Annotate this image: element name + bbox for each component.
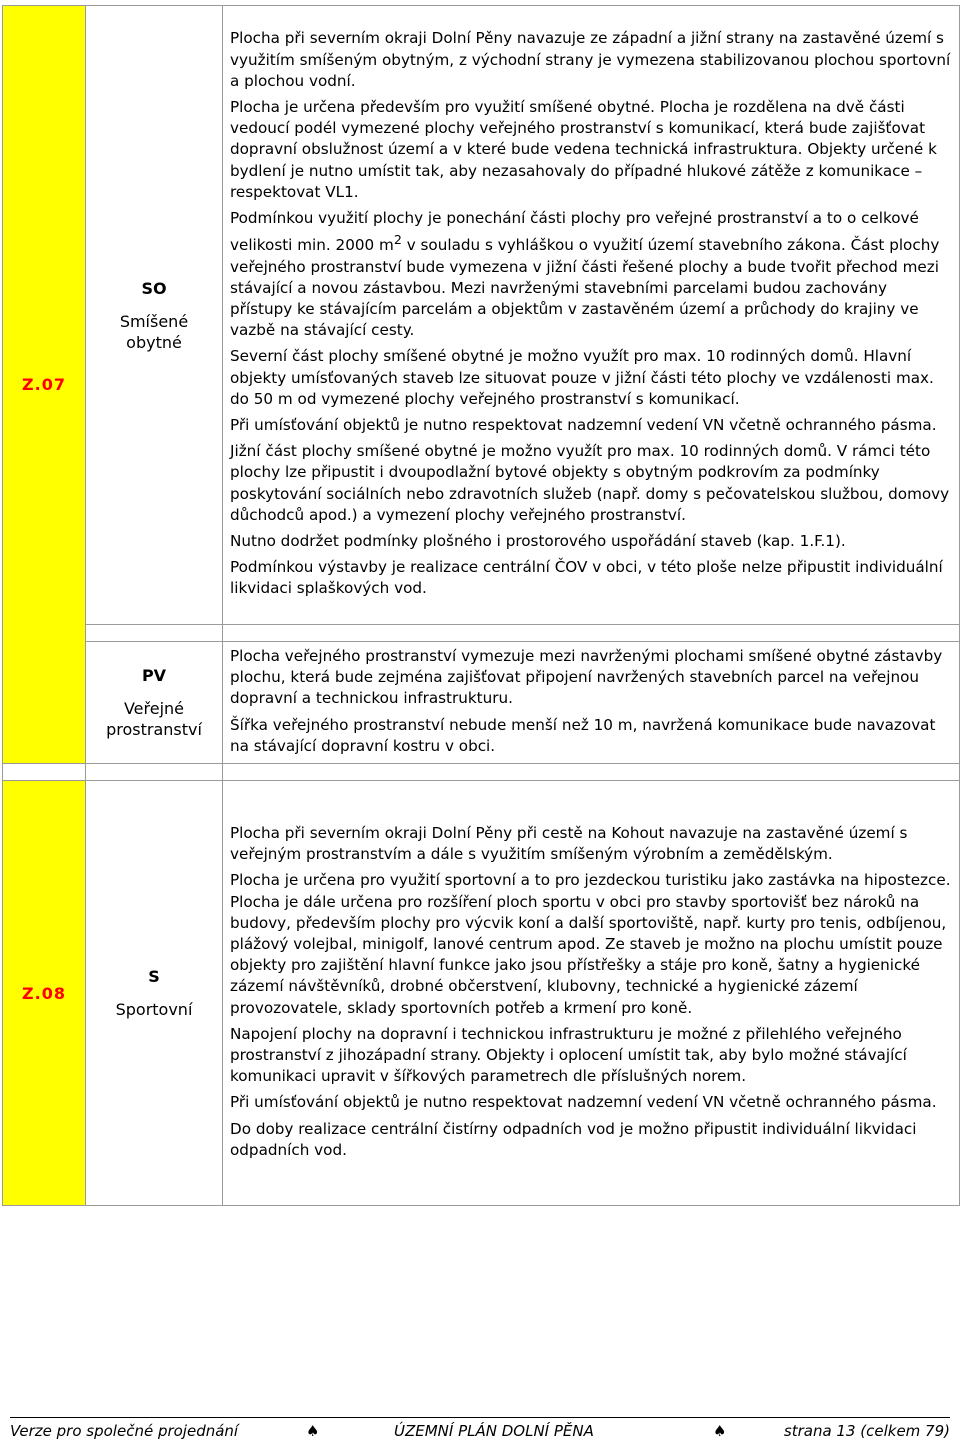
- area-description: [223, 642, 960, 764]
- footer-version: Verze pro společné projednání: [10, 1422, 239, 1440]
- description-paragraph: Při umísťování objektů je nutno respektovat nadzemní vedení VN včetně ochranného pásma.: [230, 1093, 937, 1112]
- area-id-cell: [3, 781, 86, 1206]
- area-type-cell: [86, 642, 223, 764]
- area-description: [223, 781, 960, 1206]
- table-row-spacer: [3, 625, 960, 642]
- table-row: [3, 6, 960, 625]
- spade-icon: ♠: [306, 1422, 320, 1440]
- description-paragraph: Plocha je určena především pro využití smíšené obytné. Plocha je rozdělena na dvě části vedoucí podél vymezené plochy veřejného prostranství s komunikací, která bude zajišťovat dopravní obslužnost území a v které bude vedena technická infrastruktura. Objekty určené k bydlení je nutno umístit tak, aby nezasahovaly do případné hlukové zátěže z komunikace – respektovat VL1.: [230, 98, 937, 201]
- description-paragraph: Šířka veřejného prostranství nebude menší než 10 m, navržená komunikace bude navazovat na stávající dopravní kostru v obci.: [230, 715, 936, 755]
- spacer-cell: [223, 764, 960, 781]
- footer-page-number: strana 13 (celkem 79): [783, 1422, 950, 1440]
- spade-icon: ♠: [713, 1422, 727, 1440]
- description-paragraph: Podmínkou výstavby je realizace centrální ČOV v obci, v této ploše nelze připustit individuální likvidaci splaškových vod.: [230, 558, 943, 598]
- area-type-cell: [86, 6, 223, 625]
- area-type-code: PV: [141, 666, 167, 685]
- footer-document-title: ÚZEMNÍ PLÁN DOLNÍ PĚNA: [394, 1422, 594, 1440]
- area-id: Z.07: [22, 375, 66, 394]
- description-paragraph: Do doby realizace centrální čistírny odpadních vod je možno připustit individuální likvidaci odpadních vod.: [230, 1119, 917, 1159]
- description-paragraph: Nutno dodržet podmínky plošného i prostorového uspořádání staveb (kap. 1.F.1).: [230, 531, 846, 550]
- area-type-name: obytné: [126, 332, 182, 352]
- table-row: [3, 642, 960, 764]
- area-type-name: Sportovní: [115, 1000, 193, 1020]
- paragraph-text: v souladu s vyhláškou o využití území stavebního zákona. Část plochy veřejného prostranství bude vymezena v jižní části řešené plochy a bude tvořit přechod mezi stávající a novou zástavbou. Mezi navrženými stavebními parcelami budou zachovány přístupy ke stávajícím parcelám a objektům v zastavěném území a průchody do krajiny ve vazbě na stávající cesty.: [230, 236, 940, 340]
- area-id: Z.08: [22, 983, 66, 1003]
- spacer-cell: [86, 764, 223, 781]
- superscript: 2: [393, 232, 402, 248]
- table-row-spacer: [3, 764, 960, 781]
- description-paragraph: Napojení plochy na dopravní i technickou infrastrukturu je možné z přilehlého veřejného prostranství z jihozápadní strany. Objekty i oplocení umístit tak, aby bylo možné stávající komunikaci upravit v šířkových parametrech dle příslušných norem.: [230, 1024, 907, 1086]
- area-type-code: SO: [141, 278, 167, 298]
- area-description: [223, 6, 960, 625]
- spacer-cell: [223, 625, 960, 642]
- description-paragraph: Plocha je určena pro využití sportovní a to pro jezdeckou turistiku jako zastávka na hipostezce. Plocha je dále určena pro rozšíření ploch sportu v obci pro stavby sportovišť bez nároků na budovy, především plochy pro výcvik koní a další sportoviště, např. kurty pro tenis, odbíjenou, plážový volejbal, minigolf, lanové centrum apod. Ze staveb je možno na plochu umístit pouze objekty pro zajištění hlavní funkce jako jsou přístřešky a stáje pro koně, šatny a hygienické zázemí návštěvníků, drobné občerstvení, klubovny, technické a hygienické zázemí provozovatele, sklady sportovních potřeb a krmení pro koně.: [230, 871, 951, 1017]
- spacer-cell: [86, 625, 223, 642]
- description-paragraph: Severní část plochy smíšené obytné je možno využít pro max. 10 rodinných domů. Hlavní objekty umísťovaných staveb lze situovat pouze v jižní části této plochy ve vzdálenosti max. do 50 m od vymezené plochy veřejného prostranství s komunikací.: [230, 347, 934, 408]
- spacer-cell: [3, 764, 86, 781]
- description-paragraph: [230, 208, 951, 341]
- area-type-name: prostranství: [106, 720, 202, 739]
- description-paragraph: Při umísťování objektů je nutno respektovat nadzemní vedení VN včetně ochranného pásma.: [230, 415, 937, 434]
- area-type-cell: [86, 781, 223, 1206]
- area-id-cell: [3, 6, 86, 764]
- area-type-code: S: [148, 967, 160, 987]
- description-paragraph: Plocha veřejného prostranství vymezuje mezi navrženými plochami smíšené obytné zástavby plochu, která bude zejména zajišťovat připojení navržených stavebních parcel na veřejnou dopravní a technickou infrastrukturu.: [230, 647, 943, 708]
- table-row: [3, 781, 960, 1206]
- description-paragraph: Jižní část plochy smíšené obytné je možno využít pro max. 10 rodinných domů. V rámci této plochy lze připustit i dvoupodlažní bytové objekty s obytným podkrovím za podmínky poskytování sociálních nebo zdravotních služeb (např. domy s pečovatelskou službou, domovy důchodců apod.) a vymezení plochy veřejného prostranství.: [230, 442, 950, 524]
- description-paragraph: Plocha při severním okraji Dolní Pěny při cestě na Kohout navazuje na zastavěné území s veřejným prostranstvím a dále s využitím smíšeným výrobním a zemědělským.: [230, 823, 908, 864]
- page-footer: [10, 1417, 950, 1440]
- area-type-name: Smíšené: [119, 311, 189, 331]
- description-paragraph: Plocha při severním okraji Dolní Pěny navazuje ze západní a jižní strany na zastavěné území s využitím smíšeným obytným, z východní strany je vymezena stabilizovanou plochou sportovní a plochou vodní.: [230, 29, 951, 90]
- paragraph-text: Podmínkou využití plochy je ponechání části plochy pro veřejné prostranství a to o celkové velikosti min. 2000 m: [230, 209, 919, 255]
- area-type-name: Veřejné: [123, 699, 185, 718]
- regulation-table: [2, 5, 960, 1206]
